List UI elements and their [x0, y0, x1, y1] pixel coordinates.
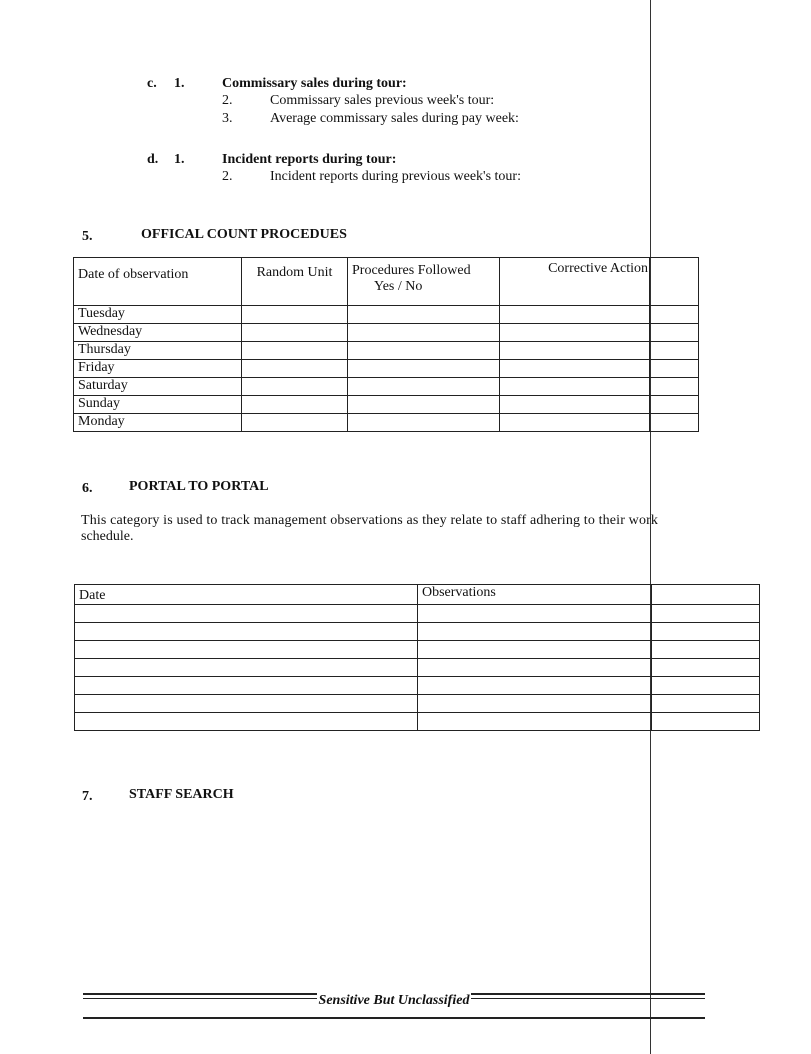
table-cell[interactable] [418, 623, 652, 641]
section7-title: STAFF SEARCH [129, 787, 234, 802]
day-cell: Thursday [74, 342, 242, 360]
table-cell[interactable] [650, 306, 699, 324]
item-d-1-num: 1. [174, 152, 185, 167]
table-cell[interactable] [650, 414, 699, 432]
table-cell[interactable] [652, 623, 760, 641]
item-d-2-text: Incident reports during previous week's tour: [270, 169, 521, 184]
table-cell[interactable] [348, 396, 500, 414]
table-cell[interactable] [242, 342, 348, 360]
table-cell [650, 258, 699, 306]
table-row [75, 641, 760, 659]
table-header-row [75, 585, 760, 605]
day-cell: Friday [74, 360, 242, 378]
table-cell[interactable] [650, 396, 699, 414]
table-cell[interactable] [75, 713, 418, 731]
table-cell[interactable] [418, 605, 652, 623]
item-c-2-num: 2. [222, 93, 233, 108]
table-cell[interactable] [75, 677, 418, 695]
table-row [74, 378, 699, 396]
table-row [74, 324, 699, 342]
table-cell[interactable] [75, 605, 418, 623]
table-row [74, 414, 699, 432]
table-cell[interactable] [500, 396, 650, 414]
section6-title: PORTAL TO PORTAL [129, 479, 269, 494]
table-cell[interactable] [348, 414, 500, 432]
table-row [75, 677, 760, 695]
table-cell[interactable] [652, 641, 760, 659]
item-c-3-num: 3. [222, 111, 233, 126]
item-d-1-text: Incident reports during tour: [222, 152, 397, 167]
table-cell[interactable] [652, 677, 760, 695]
item-c-3-text: Average commissary sales during pay week: [270, 111, 519, 126]
table-cell[interactable] [242, 378, 348, 396]
table-cell[interactable] [500, 324, 650, 342]
table-row [74, 342, 699, 360]
table-cell[interactable] [418, 641, 652, 659]
day-cell: Saturday [74, 378, 242, 396]
table-cell[interactable] [75, 641, 418, 659]
header-date: Date [75, 585, 418, 605]
section6-description-line2: schedule. [81, 529, 134, 544]
header-corrective-action: Corrective Action [500, 258, 650, 306]
table-row [74, 396, 699, 414]
table-row [75, 713, 760, 731]
table-cell[interactable] [500, 306, 650, 324]
table-cell[interactable] [242, 396, 348, 414]
table-row [75, 695, 760, 713]
table-cell[interactable] [500, 414, 650, 432]
table-cell [652, 585, 760, 605]
table-cell[interactable] [500, 360, 650, 378]
section5-number: 5. [82, 229, 93, 244]
item-d-letter: d. [147, 152, 159, 167]
table-cell[interactable] [652, 605, 760, 623]
day-cell: Sunday [74, 396, 242, 414]
day-cell: Wednesday [74, 324, 242, 342]
table-cell[interactable] [75, 695, 418, 713]
item-c-2-text: Commissary sales previous week's tour: [270, 93, 495, 108]
section6-description [81, 513, 761, 545]
table-row [75, 623, 760, 641]
table-cell[interactable] [650, 360, 699, 378]
table-cell[interactable] [348, 360, 500, 378]
table-cell[interactable] [500, 378, 650, 396]
table-cell[interactable] [650, 342, 699, 360]
table-cell[interactable] [242, 324, 348, 342]
footer-classification-text: Sensitive But Unclassified [318, 993, 470, 1008]
table-cell[interactable] [75, 659, 418, 677]
table-cell[interactable] [418, 677, 652, 695]
table-cell[interactable] [418, 659, 652, 677]
item-c-letter: c. [147, 76, 157, 91]
table-row [74, 306, 699, 324]
day-cell: Tuesday [74, 306, 242, 324]
table-cell[interactable] [242, 414, 348, 432]
count-procedures-table [73, 257, 699, 432]
table-cell[interactable] [348, 342, 500, 360]
item-c-1-text: Commissary sales during tour: [222, 76, 407, 91]
item-d-2-num: 2. [222, 169, 233, 184]
header-procedures-followed [348, 258, 500, 306]
table-cell[interactable] [348, 378, 500, 396]
section7-number: 7. [82, 789, 93, 804]
table-cell[interactable] [418, 713, 652, 731]
header-date-of-observation: Date of observation [74, 258, 242, 306]
table-cell[interactable] [242, 306, 348, 324]
portal-to-portal-table [74, 584, 760, 731]
table-cell[interactable] [348, 324, 500, 342]
footer-classification [83, 993, 705, 1009]
table-cell[interactable] [348, 306, 500, 324]
header-yes-no: Yes / No [374, 279, 423, 294]
table-row [74, 360, 699, 378]
header-procedures-label: Procedures Followed [352, 263, 471, 278]
table-cell[interactable] [652, 713, 760, 731]
table-row [75, 659, 760, 677]
table-cell[interactable] [650, 324, 699, 342]
item-c-1-num: 1. [174, 76, 185, 91]
table-cell[interactable] [418, 695, 652, 713]
header-random-unit: Random Unit [242, 258, 348, 306]
section5-title: OFFICAL COUNT PROCEDUES [141, 227, 347, 242]
table-cell[interactable] [652, 659, 760, 677]
section6-description-line1: This category is used to track management observations as they relate to staff adhering to their work [81, 513, 659, 528]
table-header-row [74, 258, 699, 306]
table-cell[interactable] [242, 360, 348, 378]
section6-number: 6. [82, 481, 93, 496]
table-cell[interactable] [500, 342, 650, 360]
table-row [75, 605, 760, 623]
header-observations: Observations [418, 585, 652, 605]
table-cell[interactable] [75, 623, 418, 641]
day-cell: Monday [74, 414, 242, 432]
table-cell[interactable] [652, 695, 760, 713]
footer-rule-bottom [83, 1017, 705, 1019]
table-cell[interactable] [650, 378, 699, 396]
